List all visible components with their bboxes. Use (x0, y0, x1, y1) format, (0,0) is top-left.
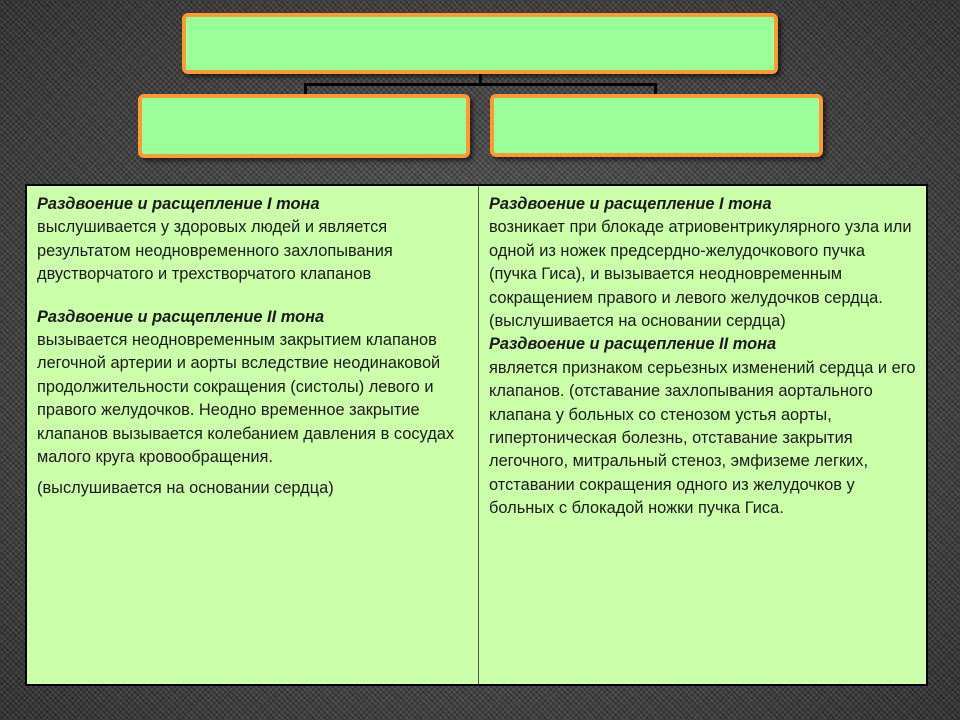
diagram-top-box (182, 13, 778, 74)
right-text-1: возникает при блокаде атриовентрикулярного узла или одной из ножек предсердно-желудочкового пучка (пучка Гиса), и вызывается неодновременным сокращением правого и левого желудочков сердца. (выслушивается на основании сердца) (489, 218, 912, 331)
table-column-right (479, 186, 926, 684)
diagram-left-box (138, 94, 470, 158)
table-column-left (27, 186, 479, 684)
left-text-2: вызывается неодновременным закрытием клапанов легочной артерии и аорты вследствие неодинаковой продолжительности сокращения (систолы) левого и правого желудочков. Неодно временное закрытие клапанов вызывается колебанием давления в сосудах малого круга кровообращения. (37, 331, 455, 467)
content-table (25, 184, 928, 686)
left-heading-1: Раздвоение и расщепление I тона (37, 195, 320, 213)
right-heading-1: Раздвоение и расщепление I тона (489, 195, 772, 213)
connector-bar (304, 83, 657, 86)
left-paragraph-2 (37, 306, 468, 470)
left-paragraph-1 (37, 193, 468, 287)
right-heading-2: Раздвоение и расщепление II тона (489, 335, 777, 354)
left-heading-2: Раздвоение и расщепление II тона (37, 307, 325, 326)
right-text-2: является признаком серьезных изменений сердца и его клапанов. (отставание захлопывания аортального клапана у больных со стенозом устья аорты, гипертоническая болезнь, отставание закрытия легочного, митральный стеноз, эмфиземе легких, отставании сокращения одного из желудочков у больных с блокадой ножки пучка Гиса. (489, 358, 916, 518)
right-paragraph-1 (489, 193, 916, 333)
left-text-1: выслушивается у здоровых людей и является результатом неодновременного захлопывания двустворчатого и трехстворчатого клапанов (37, 218, 393, 284)
diagram-right-box (490, 94, 823, 157)
right-paragraph-2 (489, 333, 916, 520)
left-paragraph-3 (37, 477, 468, 500)
left-text-3: (выслушивается на основании сердца) (37, 479, 334, 498)
